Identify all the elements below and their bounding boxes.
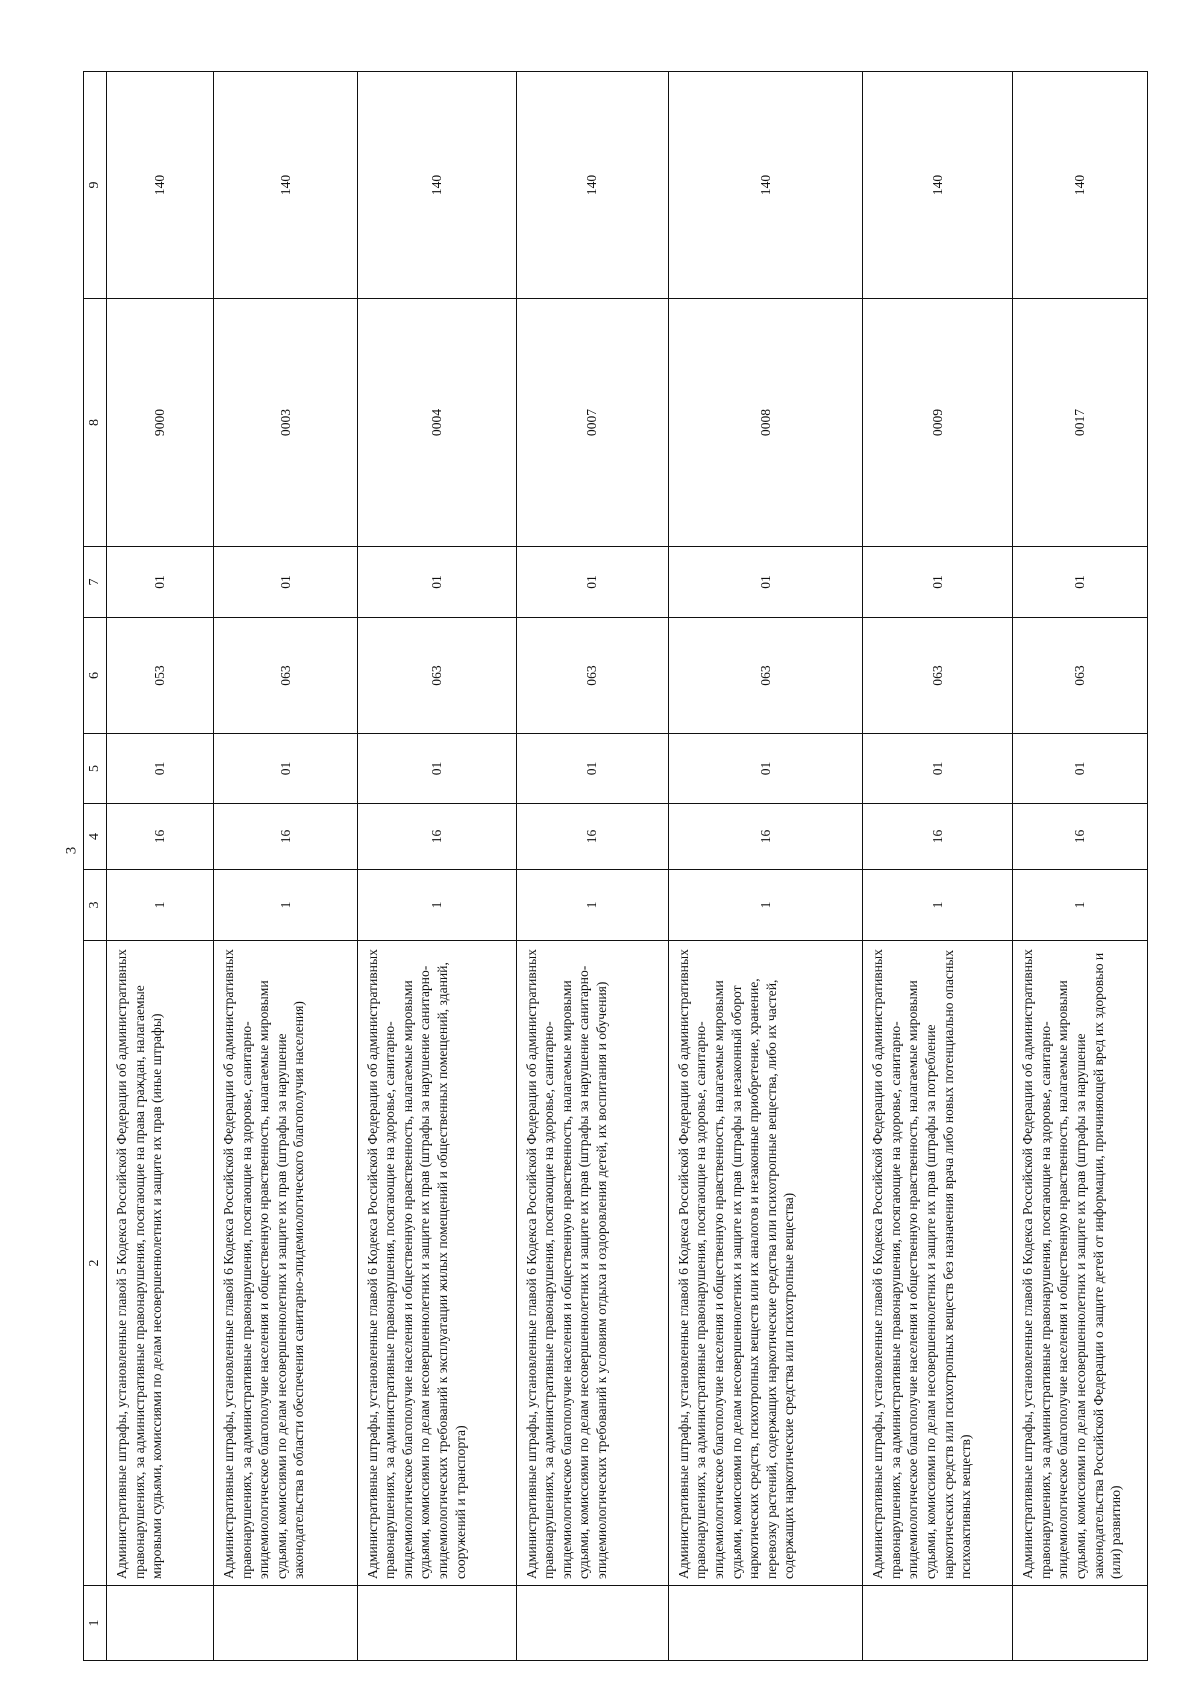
description-cell: Административные штрафы, установленные главой 6 Кодекса Российской Федерации об административных правонарушениях, за административные правонарушения, посягающие на здоровье, санитарно-эпидемиологическое благополучие населения и общественную нравственность, налагаемые мировыми судьями, комиссиями по делам несовершеннолетних и защите их прав (штрафы за незаконный оборот наркотических средств, психотропных веществ или их аналогов и незаконные приобретение, хранение, перевозку растений, содержащих наркотические средства или психотропные вещества, либо их частей, содержащих наркотические средства или психотропные вещества) xyxy=(668,941,862,1586)
table-row xyxy=(1013,72,1148,1661)
code-cell: 1 xyxy=(1013,870,1148,941)
code-cell: 01 xyxy=(668,547,862,618)
code-cell: 063 xyxy=(863,618,1013,734)
code-cell: 01 xyxy=(214,734,358,804)
code-cell: 01 xyxy=(107,734,214,804)
row-number-cell xyxy=(214,1586,358,1661)
table-row xyxy=(863,72,1013,1661)
header-cell: 8 xyxy=(84,299,107,547)
code-cell: 01 xyxy=(357,547,516,618)
header-cell: 2 xyxy=(84,941,107,1586)
code-cell: 01 xyxy=(1013,547,1148,618)
code-cell: 140 xyxy=(668,72,862,299)
table-row xyxy=(107,72,214,1661)
code-cell: 140 xyxy=(214,72,358,299)
row-number-cell xyxy=(357,1586,516,1661)
code-cell: 16 xyxy=(357,804,516,870)
header-cell: 6 xyxy=(84,618,107,734)
code-cell: 16 xyxy=(516,804,668,870)
code-cell: 0003 xyxy=(214,299,358,547)
code-cell: 1 xyxy=(107,870,214,941)
table-row xyxy=(516,72,668,1661)
code-cell: 140 xyxy=(107,72,214,299)
code-cell: 16 xyxy=(668,804,862,870)
description-cell: Административные штрафы, установленные главой 5 Кодекса Российской Федерации об административных правонарушениях, за административные правонарушения, посягающие на права граждан, налагаемые мировыми судьями, комиссиями по делам несовершеннолетних и защите их прав (иные штрафы) xyxy=(107,941,214,1586)
code-cell: 1 xyxy=(863,870,1013,941)
code-cell: 1 xyxy=(668,870,862,941)
codes-table xyxy=(83,71,1148,1661)
header-cell: 4 xyxy=(84,804,107,870)
code-cell: 01 xyxy=(107,547,214,618)
code-cell: 16 xyxy=(214,804,358,870)
row-number-cell xyxy=(1013,1586,1148,1661)
description-cell: Административные штрафы, установленные главой 6 Кодекса Российской Федерации об административных правонарушениях, за административные правонарушения, посягающие на здоровье, санитарно-эпидемиологическое благополучие населения и общественную нравственность, налагаемые мировыми судьями, комиссиями по делам несовершеннолетних и защите их прав (штрафы за потребление наркотических средств или психотропных веществ без назначения врача либо новых потенциально опасных психоактивных веществ) xyxy=(863,941,1013,1586)
code-cell: 01 xyxy=(863,547,1013,618)
code-cell: 063 xyxy=(214,618,358,734)
table-rotation-frame xyxy=(83,72,1148,1661)
code-cell: 01 xyxy=(668,734,862,804)
description-cell: Административные штрафы, установленные главой 6 Кодекса Российской Федерации об административных правонарушениях, за административные правонарушения, посягающие на здоровье, санитарно-эпидемиологическое благополучие населения и общественную нравственность, налагаемые мировыми судьями, комиссиями по делам несовершеннолетних и защите их прав (штрафы за нарушение законодательства в области обеспечения санитарно-эпидемиологического благополучия населения) xyxy=(214,941,358,1586)
code-cell: 1 xyxy=(357,870,516,941)
code-cell: 053 xyxy=(107,618,214,734)
code-cell: 0008 xyxy=(668,299,862,547)
header-cell: 9 xyxy=(84,72,107,299)
code-cell: 063 xyxy=(357,618,516,734)
header-cell: 1 xyxy=(84,1586,107,1661)
code-cell: 01 xyxy=(863,734,1013,804)
code-cell: 01 xyxy=(357,734,516,804)
code-cell: 140 xyxy=(863,72,1013,299)
header-cell: 5 xyxy=(84,734,107,804)
page-number: 3 xyxy=(63,846,80,855)
code-cell: 0007 xyxy=(516,299,668,547)
code-cell: 01 xyxy=(516,734,668,804)
description-cell: Административные штрафы, установленные главой 6 Кодекса Российской Федерации об административных правонарушениях, за административные правонарушения, посягающие на здоровье, санитарно-эпидемиологическое благополучие населения и общественную нравственность, налагаемые мировыми судьями, комиссиями по делам несовершеннолетних и защите их прав (штрафы за нарушение санитарно-эпидемиологических требований к условиям отдыха и оздоровления детей, их воспитания и обучения) xyxy=(516,941,668,1586)
code-cell: 01 xyxy=(516,547,668,618)
row-number-cell xyxy=(668,1586,862,1661)
code-cell: 063 xyxy=(1013,618,1148,734)
code-cell: 140 xyxy=(357,72,516,299)
table-row xyxy=(214,72,358,1661)
code-cell: 063 xyxy=(668,618,862,734)
code-cell: 063 xyxy=(516,618,668,734)
code-cell: 0009 xyxy=(863,299,1013,547)
row-number-cell xyxy=(107,1586,214,1661)
header-cell: 7 xyxy=(84,547,107,618)
table-row xyxy=(668,72,862,1661)
code-cell: 0017 xyxy=(1013,299,1148,547)
rotated-table-container xyxy=(83,72,1148,1661)
code-cell: 16 xyxy=(1013,804,1148,870)
code-cell: 0004 xyxy=(357,299,516,547)
table-row xyxy=(357,72,516,1661)
code-cell: 140 xyxy=(516,72,668,299)
description-cell: Административные штрафы, установленные главой 6 Кодекса Российской Федерации об административных правонарушениях, за административные правонарушения, посягающие на здоровье, санитарно-эпидемиологическое благополучие населения и общественную нравственность, налагаемые мировыми судьями, комиссиями по делам несовершеннолетних и защите их прав (штрафы за нарушение законодательства Российской Федерации о защите детей от информации, причиняющей вред их здоровью и (или) развитию) xyxy=(1013,941,1148,1586)
code-cell: 16 xyxy=(107,804,214,870)
code-cell: 16 xyxy=(863,804,1013,870)
code-cell: 01 xyxy=(214,547,358,618)
code-cell: 140 xyxy=(1013,72,1148,299)
header-cell: 3 xyxy=(84,870,107,941)
row-number-cell xyxy=(863,1586,1013,1661)
code-cell: 1 xyxy=(516,870,668,941)
row-number-cell xyxy=(516,1586,668,1661)
code-cell: 01 xyxy=(1013,734,1148,804)
description-cell: Административные штрафы, установленные главой 6 Кодекса Российской Федерации об административных правонарушениях, за административные правонарушения, посягающие на здоровье, санитарно-эпидемиологическое благополучие населения и общественную нравственность, налагаемые мировыми судьями, комиссиями по делам несовершеннолетних и защите их прав (штрафы за нарушение санитарно-эпидемиологических требований к эксплуатации жилых помещений и общественных помещений, зданий, сооружений и транспорта) xyxy=(357,941,516,1586)
code-cell: 9000 xyxy=(107,299,214,547)
table-header-row xyxy=(84,72,107,1661)
code-cell: 1 xyxy=(214,870,358,941)
